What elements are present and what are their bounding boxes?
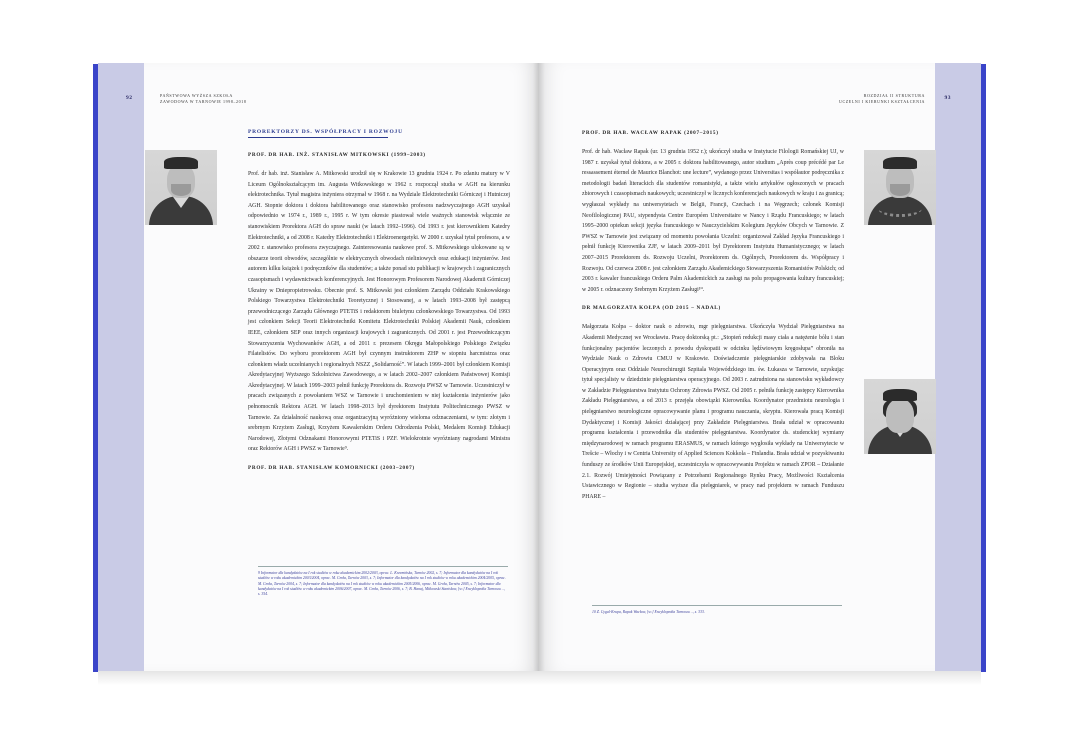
right-header-line-2: UCZELNI I KIERUNKI KSZTAŁCENIA — [838, 98, 925, 104]
left-text-column — [248, 129, 510, 482]
section-title: PROREKTORZY DS. WSPÓŁPRACY I ROZWOJU — [248, 129, 403, 135]
left-running-header — [160, 93, 246, 104]
bio-kolpa: Małgorzata Kołpa – doktor nauk o zdrowiu, mgr pielęgniarstwa. Ukończyła Wydział Pielęgniarstwa na Akademii Medycznej we Wrocławiu. Pracę doktorską pt.: „Stopień redukcji masy ciała a natężenie bólu i stan funkcjonalny pacjentów leczonych z powodu dyskopatii w odcinku lędźwiowym kręgosłupa” obroniła na Wydziale Nauk o Zdrowiu CMUJ w Krakowie. Doświadczenie pielęgniarskie zdobywała na Bloku Operacyjnym oraz Oddziale Neurochirurgii Szpitala Wojewódzkiego im. św. Łukasza w Tarnowie, uzyskując tytuł specjalisty w dziedzinie pielęgniarstwa operacyjnego. Od 2003 r. zatrudniona na stanowisku wykładowcy w Zakładzie Pielęgniarstwa Instytutu Ochrony Zdrowia PWSZ. Od 2005 r. pełniła funkcję zastępcy Kierownika Zakładu Pielęgniarstwa, a od 2013 r. przejęła obowiązki Kierownika. Koordynator przedmiotu neurologia i pielęgniarstwo neurologiczne opracowywanie planu i programu nauczania, skryptu. Kierowała pracą Komisji Dydaktycznej i Komisji Jakości działającej przy Zakładzie Pielęgniarstwa. Brała udział w opracowaniu programu kształcenia i przewodnika dla studentów pielęgniarstwa. Koordynator ds. studenckiej wymiany międzynarodowej w ramach programu ERASMUS, w ramach którego wygłosiła wykłady na Uniwersytecie w Trešcie – Włochy i w Centria University of Applied Sciences Kokkola – Finlandia. Brała udział w pozyskiwaniu funduszy ze środków Unii Europejskiej, uczestniczyła w opracowywaniu Projektu w ramach ZPOR – Działanie 2.1. Rozwój Umiejętności Powiązany z Potrzebami Regionalnego Rynku Pracy, Możliwości Kształcenia Ustawicznego w Regionie – studia wyższe dla pielęgniarek, w pracy nad projektem w ramach Funduszu PHARE – — [582, 324, 844, 500]
bio-mitkowski: Prof. dr hab. inż. Stanisław A. Mitkowski urodził się w Krakowie 13 grudnia 1924 r. Po zdaniu matury w V Liceum Ogólnokształcącym im. Augusta Witkowskiego w 1962 r. rozpoczął studia w AGH na kierunku elektrotechnika. Tytuł magistra inżyniera otrzymał w 1968 r. na Wydziale Elektrotechniki Górniczej i Hutniczej AGH. Stopnie doktora i doktora habilitowanego oraz stanowisko profesora nadzwyczajnego AGH uzyskał odpowiednio w 1974 r., 1989 r., 1995 r. W tym okresie piastował wiele ważnych stanowisk włącznie ze stanowiskiem Prorektora AGH do spraw nauki (w latach 1992–1996). Od 1993 r. jest kierownikiem Katedry Elektrotechniki, a od 2008 r. Katedry Elektrotechniki i Elektroenergetyki. W 2000 r. uzyskał tytuł profesora, a w 2002 r. stanowisko profesora zwyczajnego. Zainteresowania naukowe prof. S. Mitkowskiego ulokowane są w obszarze teorii obwodów, szczególnie w elektrycznych obwodach nieliniowych oraz edukacji inżynierów. Jest autorem kilku książek i podręczników dla studentów; a także ponad stu publikacji w krajowych i zagranicznych czasopismach i wydawnictwach konferencyjnych. Jest Honorowym Profesorem Narodowej Akademii Górniczej Ukrainy w Dniepropietrowsku. Obecnie prof. S. Mitkowski jest członkiem Zarządu Oddziału Krakowskiego Polskiego Towarzystwa Elektrotechniki Teoretycznej i Stosowanej, a w latach 1993–2008 był zastępcą przewodniczącego Zarządu Głównego PTETiS i redaktorem biuletynu członkowskiego Towarzystwa. Od 1993 jest członkiem Sekcji Teorii Elektrotechniki Komitetu Elektrotechniki Polskiej Akademii Nauk, członkiem IEEE, członkiem SEP oraz innych organizacji krajowych i zagranicznych. Od 2001 r. jest Przewodniczącym Stowarzyszenia Wychowanków AGH, a od 2011 r. prezesem Okręgu Małopolskiego Polskiego Związku Filatelistów. Do wyboru prorektorem AGH był czynnym instruktorem ZHP w stopniu harcmistrza oraz członkiem władz uczelnianych i regionalnych NSZZ „Solidarność”. W latach 1999–2001 był członkiem Komisji Akredytacyjnej Wyższego Szkolnictwa Zawodowego, a w latach 2002–2007 członkiem Państwowej Komisji Akredytacyjnej. W latach 1999–2003 pełnił funkcję Prorektora ds. Rozwoju PWSZ w Tarnowie. Uczestniczył w pracach związanych z powołaniem WSZ w Tarnowie i uruchomieniem w niej kształcenia inżynierów jako pełnomocnik Rektora AGH. W latach 1998–2013 był dyrektorem Instytutu Politechnicznego PWSZ w Tarnowie. Za działalność naukową oraz organizacyjną wyróżniony wieloma odznaczeniami, w tym: złotym i srebrnym Krzyżem Zasługi, Krzyżem Kawalerskim Orderu Odrodzenia Polski, Medalem Komisji Edukacji Narodowej, Złotymi Odznakami Honorowymi PTETiS i PZF. Wielokrotnie wyróżniany nagrodami Ministra oraz Rektorów AGH i PWSZ w Tarnowie⁹. — [248, 171, 510, 453]
person-heading-komornicki: PROF. DR HAB. STANISŁAW KOMORNICKI (2003–2007) — [248, 465, 415, 472]
right-page — [539, 63, 981, 671]
left-header-line-2: ZAWODOWA W TARNOWIE 1998–2018 — [160, 98, 247, 104]
right-footnotes: 10 Z. Cygal-Krupa, Rapak Wacław, [w:] Encyklopedia Tarnowa…, s. 333. — [592, 605, 842, 615]
portrait-mitkowski — [145, 150, 217, 225]
portrait-rapak — [864, 150, 936, 225]
person-heading-mitkowski: PROF. DR HAB. INŻ. STANISŁAW MITKOWSKI (1999–2003) — [248, 152, 426, 158]
right-margin-band — [935, 63, 981, 671]
right-page-number: 93 — [944, 95, 951, 101]
cover-edge-right — [981, 64, 986, 672]
right-header-line-1: ROZDZIAŁ II STRUKTURA — [863, 93, 925, 98]
book-bottom-shadow — [98, 671, 981, 685]
left-page-number: 92 — [126, 95, 133, 101]
person-heading-kolpa: DR MAŁGORZATA KOŁPA (OD 2015 – NADAL) — [582, 305, 721, 312]
left-footnotes: 9 Informator dla kandydatów na I rok studiów w roku akademickim 2002/2003, oprac. L. Krzemińska, Tarnów 2002, s. 7; Informator dla kandydatów na I rok studiów w roku akademickim 2003/2004, oprac. M. Groła, Tarnów 2003, s. 7; Informator dla kandydatów na I rok studiów w roku akademickim 2004/2005, oprac. M. Groła, Tarnów 2004, s. 7; Informator dla kandydatów na I rok studiów w roku akademickim 2005/2006, oprac. M. Groła, Tarnów 2005, s. 7; Informator dla kandydatów na I rok studiów w roku akademickim 2006/2007, oprac. M. Groła, Tarnów 2006, s. 7; B. Hanaj, Mitkowski Stanisław, [w:] Encyklopedia Tarnowa…, s. 354. — [258, 566, 508, 597]
book-spine-shadow — [533, 63, 545, 671]
section-rule — [248, 137, 388, 138]
right-running-header — [839, 93, 925, 104]
left-page — [98, 63, 539, 671]
person-heading-rapak: PROF. DR HAB. WACŁAW RAPAK (2007–2015) — [582, 130, 719, 136]
left-header-line-1: PAŃSTWOWA WYŻSZA SZKOŁA — [160, 93, 233, 98]
portrait-kolpa — [864, 379, 936, 454]
left-margin-band — [98, 63, 144, 671]
right-text-column — [582, 129, 844, 512]
bio-rapak: Prof. dr hab. Wacław Rapak (ur. 13 grudnia 1952 r.); ukończył studia w Instytucie Filologii Romańskiej UJ, w 1987 r. uzyskał tytuł doktora, a w 2005 r. doktora habilitowanego, autor studium „Après coup précédé par Le ressassement éternel de Maurice Blanchot: une lecture”, wydanego przez Universitas i współautor podręcznika z metodologii badań literackich dla studentów romanistyki, a także wielu artykułów ogłoszonych w pracach zbiorowych i czasopismach naukowych; uczestniczył w licznych konferencjach naukowych w kraju i za granicą; wygłaszał wykłady na uniwersytetach w Belgii, Francji, Czechach i na Węgrzech; członek Komisji Neofilologicznej PAU, stypendysta Centre Européen Universitaire w Nancy i Rządu Francuskiego; w latach 1995–2000 opiekun sekcji języka francuskiego w Nauczycielskim Kolegium Języków Obcych w Tarnowie. Z PWSZ w Tarnowie jest związany od momentu powołania Uczelni: organizował Zakład Języka Francuskiego i pełnił funkcję Kierownika ZJF, w latach 2009–2011 był Dyrektorem Instytutu Humanistycznego; w latach 2007–2015 Prorektorem ds. Rozwoju Uczelni, Prorektorem ds. Ogólnych, Prorektorem ds. Współpracy i Rozwoju. Od czerwca 2008 r. jest członkiem Zarządu Akademickiego Stowarzyszenia Romanistów Polskich; od 2003 r. kawaler francuskiego Orderu Palm Akademickich za zasługi na polu propagowania kultury francuskiej; w 2005 r. odznaczony Srebrnym Krzyżem Zasługi¹⁰. — [582, 149, 844, 293]
